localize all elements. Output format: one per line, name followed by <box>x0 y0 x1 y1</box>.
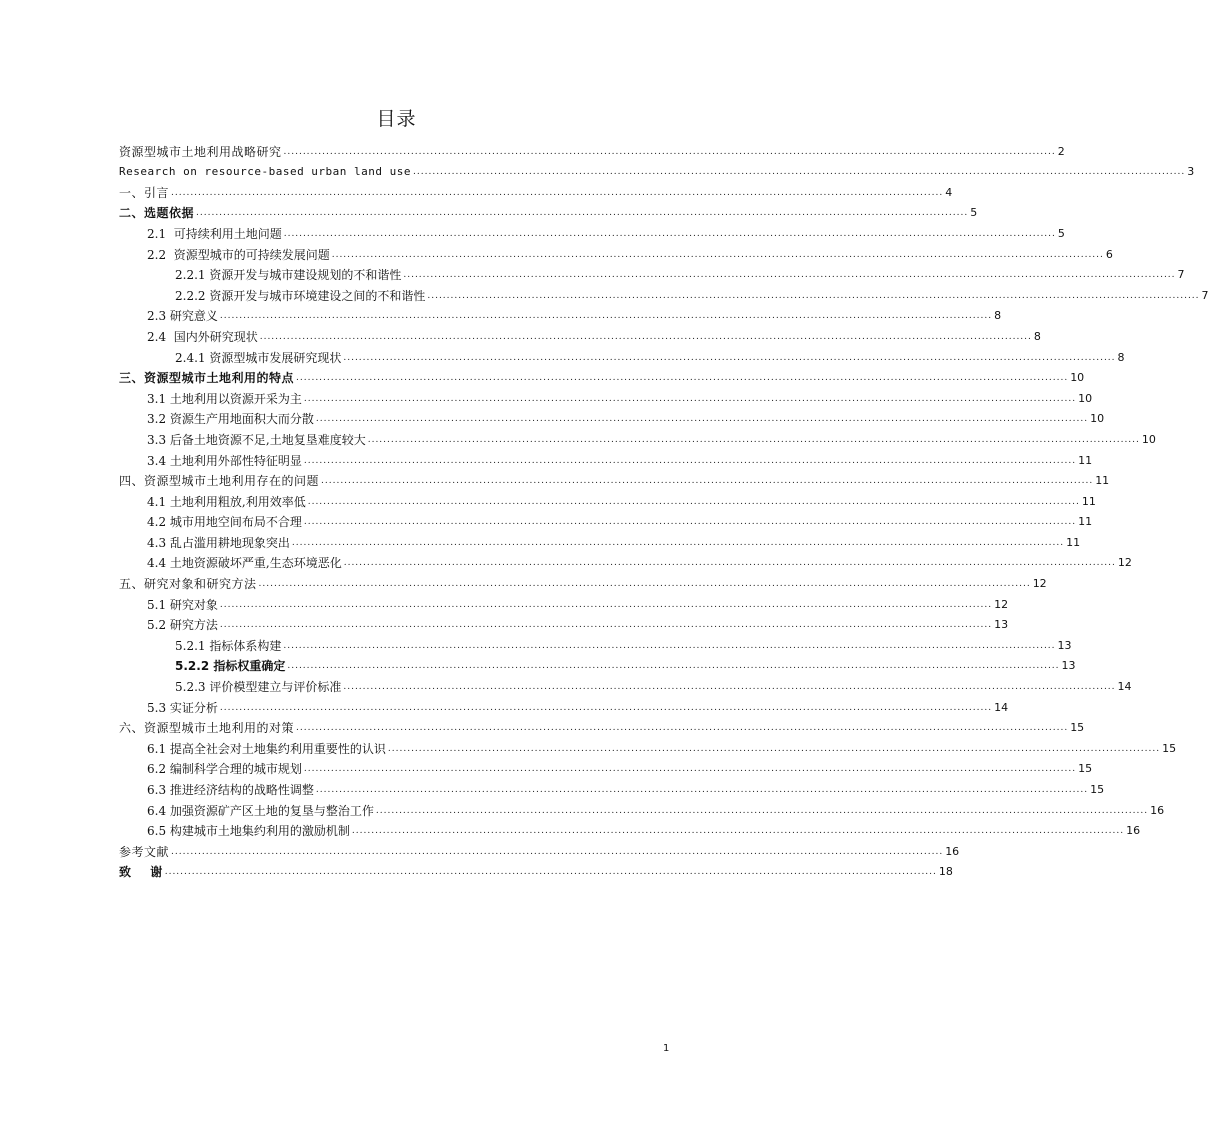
toc-entry-page: 12 <box>994 597 1009 611</box>
toc-entry-page: 18 <box>938 865 953 879</box>
toc-entry[interactable] <box>119 263 1185 284</box>
toc-entry[interactable] <box>119 345 1125 366</box>
toc-entry[interactable] <box>119 489 1096 510</box>
toc-entry-text: 参考文献 <box>119 844 170 859</box>
dot-leader: ........................................................................................................................................................................................................ <box>196 208 969 219</box>
toc-title: 目录 <box>376 108 417 130</box>
toc-entry[interactable] <box>119 819 1141 840</box>
toc-entry-text: 5.2.1 指标体系构建 <box>175 638 282 653</box>
toc-entry-page: 15 <box>1090 783 1105 796</box>
toc-entry-text: 6.1 提高全社会对土地集约利用重要性的认识 <box>147 741 386 756</box>
dot-leader: ........................................................................................................................................................................................................ <box>283 228 1056 239</box>
toc-entry-page: 11 <box>1078 453 1093 467</box>
toc-entry-text: 4.1 土地利用粗放,利用效率低 <box>147 494 306 509</box>
page-number: 1 <box>663 1043 670 1054</box>
toc-entry-text: 4.3 乱占滥用耕地现象突出 <box>147 535 290 550</box>
dot-leader: ........................................................................................................................................................................................................ <box>307 496 1080 507</box>
toc-entry[interactable] <box>119 469 1110 490</box>
toc-entry[interactable] <box>119 366 1085 387</box>
toc-entry-page: 5 <box>1057 226 1065 240</box>
toc-entry[interactable] <box>119 613 1009 634</box>
dot-leader: ........................................................................................................................................................................................................ <box>375 805 1149 816</box>
toc-entry-page: 16 <box>945 844 960 858</box>
toc-entry-text: 2.2.2 资源开发与城市环境建设之间的不和谐性 <box>175 288 426 303</box>
toc-entry-text: 致 谢 <box>119 865 163 880</box>
dot-leader: ........................................................................................................................................................................................................ <box>291 537 1065 548</box>
toc-entry-text: 2.4.1 资源型城市发展研究现状 <box>175 350 342 365</box>
toc-entry-text: 3.1 土地利用以资源开采为主 <box>147 391 302 406</box>
toc-entry-page: 7 <box>1177 268 1185 282</box>
toc-entry[interactable] <box>119 448 1093 469</box>
dot-leader: ........................................................................................................................................................................................................ <box>303 455 1077 466</box>
dot-leader: ........................................................................................................................................................................................................ <box>283 640 1056 651</box>
toc-entry-page: 7 <box>1201 288 1209 302</box>
dot-leader: ........................................................................................................................................................................................................ <box>321 476 1094 487</box>
toc-entry[interactable] <box>119 242 1113 263</box>
toc-entry-page: 13 <box>1061 659 1076 673</box>
toc-entry[interactable] <box>119 530 1081 551</box>
dot-leader: ........................................................................................................................................................................................................ <box>343 558 1116 569</box>
toc-entry[interactable] <box>119 839 960 860</box>
toc-entry-page: 11 <box>1066 535 1081 549</box>
toc-entry-page: 15 <box>1162 741 1177 755</box>
toc-entry-text: 六、资源型城市土地利用的对策 <box>119 721 295 736</box>
dot-leader: ........................................................................................................................................................................................................ <box>164 867 937 878</box>
toc-entry[interactable] <box>119 633 1072 654</box>
toc-entry-page: 12 <box>1032 577 1047 591</box>
toc-entry-page: 10 <box>1078 391 1093 405</box>
table-of-contents <box>119 139 1209 880</box>
toc-entry-page: 4 <box>945 185 953 199</box>
toc-entry-text: 2.4 国内外研究现状 <box>147 329 258 344</box>
dot-leader: ........................................................................................................................................................................................................ <box>403 270 1176 281</box>
toc-entry-text: 5.2.2 指标权重确定 <box>175 659 286 674</box>
toc-entry-page: 8 <box>1117 350 1125 364</box>
toc-entry-page: 6 <box>1105 247 1113 261</box>
dot-leader: ........................................................................................................................................................................................................ <box>259 331 1032 342</box>
toc-entry[interactable] <box>119 860 953 881</box>
dot-leader: ........................................................................................................................................................................................................ <box>351 826 1125 837</box>
dot-leader: ........................................................................................................................................................................................................ <box>258 579 1031 590</box>
toc-entry-text: 3.4 土地利用外部性特征明显 <box>147 453 302 468</box>
toc-entry-text: 4.4 土地资源破坏严重,生态环境恶化 <box>147 556 342 571</box>
toc-entry[interactable] <box>119 283 1209 304</box>
dot-leader: ........................................................................................................................................................................................................ <box>303 393 1077 404</box>
toc-entry-page: 14 <box>1117 680 1132 694</box>
toc-entry-page: 11 <box>1095 474 1110 488</box>
dot-leader: ........................................................................................................................................................................................................ <box>219 702 993 713</box>
toc-entry[interactable] <box>119 510 1093 531</box>
toc-entry-page: 12 <box>1117 556 1132 570</box>
toc-entry-page: 2 <box>1057 144 1065 158</box>
toc-entry-page: 11 <box>1078 515 1093 529</box>
dot-leader: ........................................................................................................................................................................................................ <box>427 290 1200 301</box>
dot-leader: ........................................................................................................................................................................................................ <box>171 187 944 198</box>
toc-entry-page: 10 <box>1090 412 1105 426</box>
toc-entry-page: 15 <box>1078 762 1093 776</box>
dot-leader: ........................................................................................................................................................................................................ <box>283 146 1056 157</box>
toc-entry[interactable] <box>119 551 1132 572</box>
toc-entry-text: 资源型城市土地利用战略研究 <box>119 144 282 159</box>
toc-entry-page: 5 <box>970 206 978 220</box>
toc-entry-page: 10 <box>1070 371 1085 385</box>
dot-leader: ........................................................................................................................................................................................................ <box>367 434 1140 445</box>
toc-entry[interactable] <box>119 798 1165 819</box>
toc-entry[interactable] <box>119 592 1009 613</box>
toc-entry-page: 8 <box>1033 329 1041 343</box>
toc-entry[interactable] <box>119 160 1195 181</box>
toc-entry-text: 6.2 编制科学合理的城市规划 <box>147 762 302 777</box>
toc-entry-text: 4.2 城市用地空间布局不合理 <box>147 515 302 530</box>
toc-entry[interactable] <box>119 139 1065 160</box>
toc-entry-text: 6.5 构建城市土地集约利用的激励机制 <box>147 824 350 839</box>
toc-entry[interactable] <box>119 180 953 201</box>
toc-entry[interactable] <box>119 654 1076 675</box>
toc-entry-page: 16 <box>1150 803 1165 817</box>
toc-entry-text: 2.2.1 资源开发与城市建设规划的不和谐性 <box>175 268 402 283</box>
toc-entry[interactable] <box>119 201 978 222</box>
toc-entry-text: 三、资源型城市土地利用的特点 <box>119 371 295 386</box>
toc-entry[interactable] <box>119 427 1156 448</box>
toc-entry-page: 13 <box>994 618 1009 632</box>
dot-leader: ........................................................................................................................................................................................................ <box>219 311 993 322</box>
toc-entry-text: 3.3 后备土地资源不足,土地复垦难度较大 <box>147 432 366 447</box>
toc-entry-page: 13 <box>1057 638 1072 652</box>
toc-entry[interactable] <box>119 674 1132 695</box>
dot-leader: ........................................................................................................................................................................................................ <box>171 846 944 857</box>
toc-entry-text: Research on resource-based urban land use <box>119 165 412 179</box>
toc-entry-page: 11 <box>1081 494 1096 508</box>
toc-entry[interactable] <box>119 777 1105 798</box>
toc-entry-text: 一、引言 <box>119 185 170 200</box>
dot-leader: ........................................................................................................................................................................................................ <box>219 599 993 610</box>
toc-entry-text: 6.4 加强资源矿产区土地的复垦与整治工作 <box>147 803 374 818</box>
dot-leader: ........................................................................................................................................................................................................ <box>331 249 1104 260</box>
dot-leader: ........................................................................................................................................................................................................ <box>413 167 1186 178</box>
toc-entry-text: 四、资源型城市土地利用存在的问题 <box>119 474 320 489</box>
dot-leader: ........................................................................................................................................................................................................ <box>387 743 1161 754</box>
dot-leader: ........................................................................................................................................................................................................ <box>287 661 1060 672</box>
toc-entry-text: 6.3 推进经济结构的战略性调整 <box>147 783 314 797</box>
toc-entry[interactable] <box>119 304 1002 325</box>
dot-leader: ........................................................................................................................................................................................................ <box>296 723 1069 734</box>
toc-entry-text: 2.1 可持续利用土地问题 <box>147 226 282 241</box>
toc-entry[interactable] <box>119 757 1093 778</box>
dot-leader: ........................................................................................................................................................................................................ <box>315 414 1089 425</box>
toc-entry-text: 五、研究对象和研究方法 <box>119 577 257 592</box>
dot-leader: ........................................................................................................................................................................................................ <box>303 764 1077 775</box>
toc-entry[interactable] <box>119 716 1085 737</box>
toc-entry[interactable] <box>119 407 1105 428</box>
toc-entry-text: 5.1 研究对象 <box>147 597 218 612</box>
dot-leader: ........................................................................................................................................................................................................ <box>219 620 993 631</box>
toc-entry-page: 8 <box>994 309 1002 323</box>
toc-entry-page: 15 <box>1070 721 1085 735</box>
toc-entry-page: 3 <box>1187 165 1195 179</box>
toc-entry-text: 2.3 研究意义 <box>147 309 218 324</box>
toc-entry[interactable] <box>119 695 1009 716</box>
toc-entry[interactable] <box>119 221 1065 242</box>
toc-entry[interactable] <box>119 736 1177 757</box>
toc-entry[interactable] <box>119 324 1041 345</box>
toc-entry-text: 二、选题依据 <box>119 206 195 221</box>
toc-entry-text: 2.2 资源型城市的可持续发展问题 <box>147 247 330 262</box>
dot-leader: ........................................................................................................................................................................................................ <box>296 373 1069 384</box>
toc-entry-page: 14 <box>994 700 1009 714</box>
dot-leader: ........................................................................................................................................................................................................ <box>343 682 1116 693</box>
toc-entry-text: 5.2.3 评价模型建立与评价标准 <box>175 680 342 695</box>
toc-entry-page: 10 <box>1141 432 1156 446</box>
toc-entry-text: 5.2 研究方法 <box>147 618 218 633</box>
toc-entry-text: 5.3 实证分析 <box>147 700 218 715</box>
toc-entry[interactable] <box>119 571 1047 592</box>
dot-leader: ........................................................................................................................................................................................................ <box>315 785 1089 795</box>
dot-leader: ........................................................................................................................................................................................................ <box>343 352 1116 363</box>
toc-entry-text: 3.2 资源生产用地面积大而分散 <box>147 412 314 427</box>
toc-entry[interactable] <box>119 386 1093 407</box>
dot-leader: ........................................................................................................................................................................................................ <box>303 517 1077 528</box>
toc-entry-page: 16 <box>1126 824 1141 838</box>
